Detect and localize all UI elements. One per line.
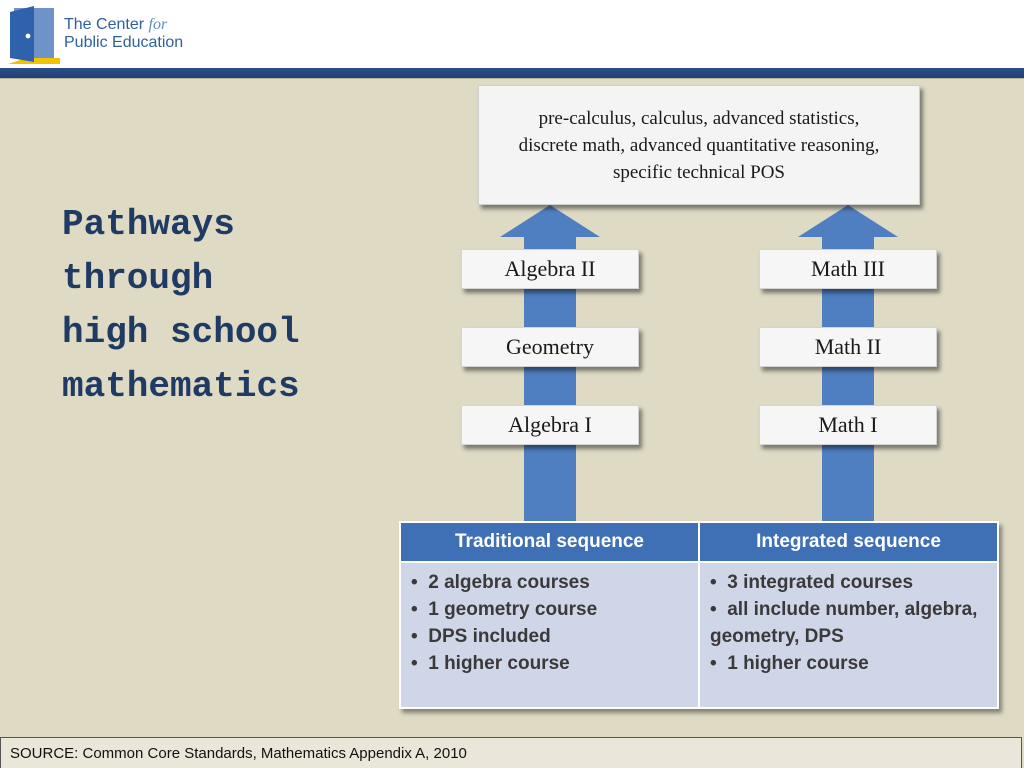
header-integrated: Integrated sequence <box>699 522 998 562</box>
traditional-list <box>411 569 688 677</box>
title-line: through <box>62 258 214 299</box>
title-line: Pathways <box>62 204 235 245</box>
course-algebra-i: Algebra I <box>461 405 639 445</box>
course-math-i: Math I <box>759 405 937 445</box>
list-item: • 1 geometry course <box>411 596 688 623</box>
list-item: • 1 higher course <box>710 650 987 677</box>
course-algebra-ii: Algebra II <box>461 249 639 289</box>
logo-wordmark <box>64 16 183 52</box>
title-line: high school <box>62 312 300 353</box>
list-item: • 3 integrated courses <box>710 569 987 596</box>
list-item: • 2 algebra courses <box>411 569 688 596</box>
slide-title <box>62 198 300 414</box>
course-math-iii: Math III <box>759 249 937 289</box>
integrated-cell <box>699 562 998 708</box>
logo-for: for <box>148 16 168 33</box>
table-row <box>400 562 998 708</box>
advanced-courses-box <box>478 85 920 205</box>
integrated-list <box>710 569 987 677</box>
advanced-courses-text: pre-calculus, calculus, advanced statistics, discrete math, advanced quantitative reasoning, specific technical POS <box>518 107 880 183</box>
logo-line1: The Center <box>64 16 145 33</box>
logo-line2: Public Education <box>64 34 184 51</box>
course-math-ii: Math II <box>759 327 937 367</box>
sequence-table <box>399 521 999 709</box>
header-divider <box>0 68 1024 79</box>
course-geometry: Geometry <box>461 327 639 367</box>
header-traditional: Traditional sequence <box>400 522 699 562</box>
title-line: mathematics <box>62 366 300 407</box>
door-logo-icon <box>8 6 60 64</box>
traditional-cell <box>400 562 699 708</box>
table-header-row <box>400 522 998 562</box>
list-item: • 1 higher course <box>411 650 688 677</box>
list-item: • all include number, algebra, geometry, DPS <box>710 596 987 650</box>
list-item: • DPS included <box>411 623 688 650</box>
header <box>0 0 1024 68</box>
source-citation: SOURCE: Common Core Standards, Mathematics Appendix A, 2010 <box>0 737 1022 768</box>
